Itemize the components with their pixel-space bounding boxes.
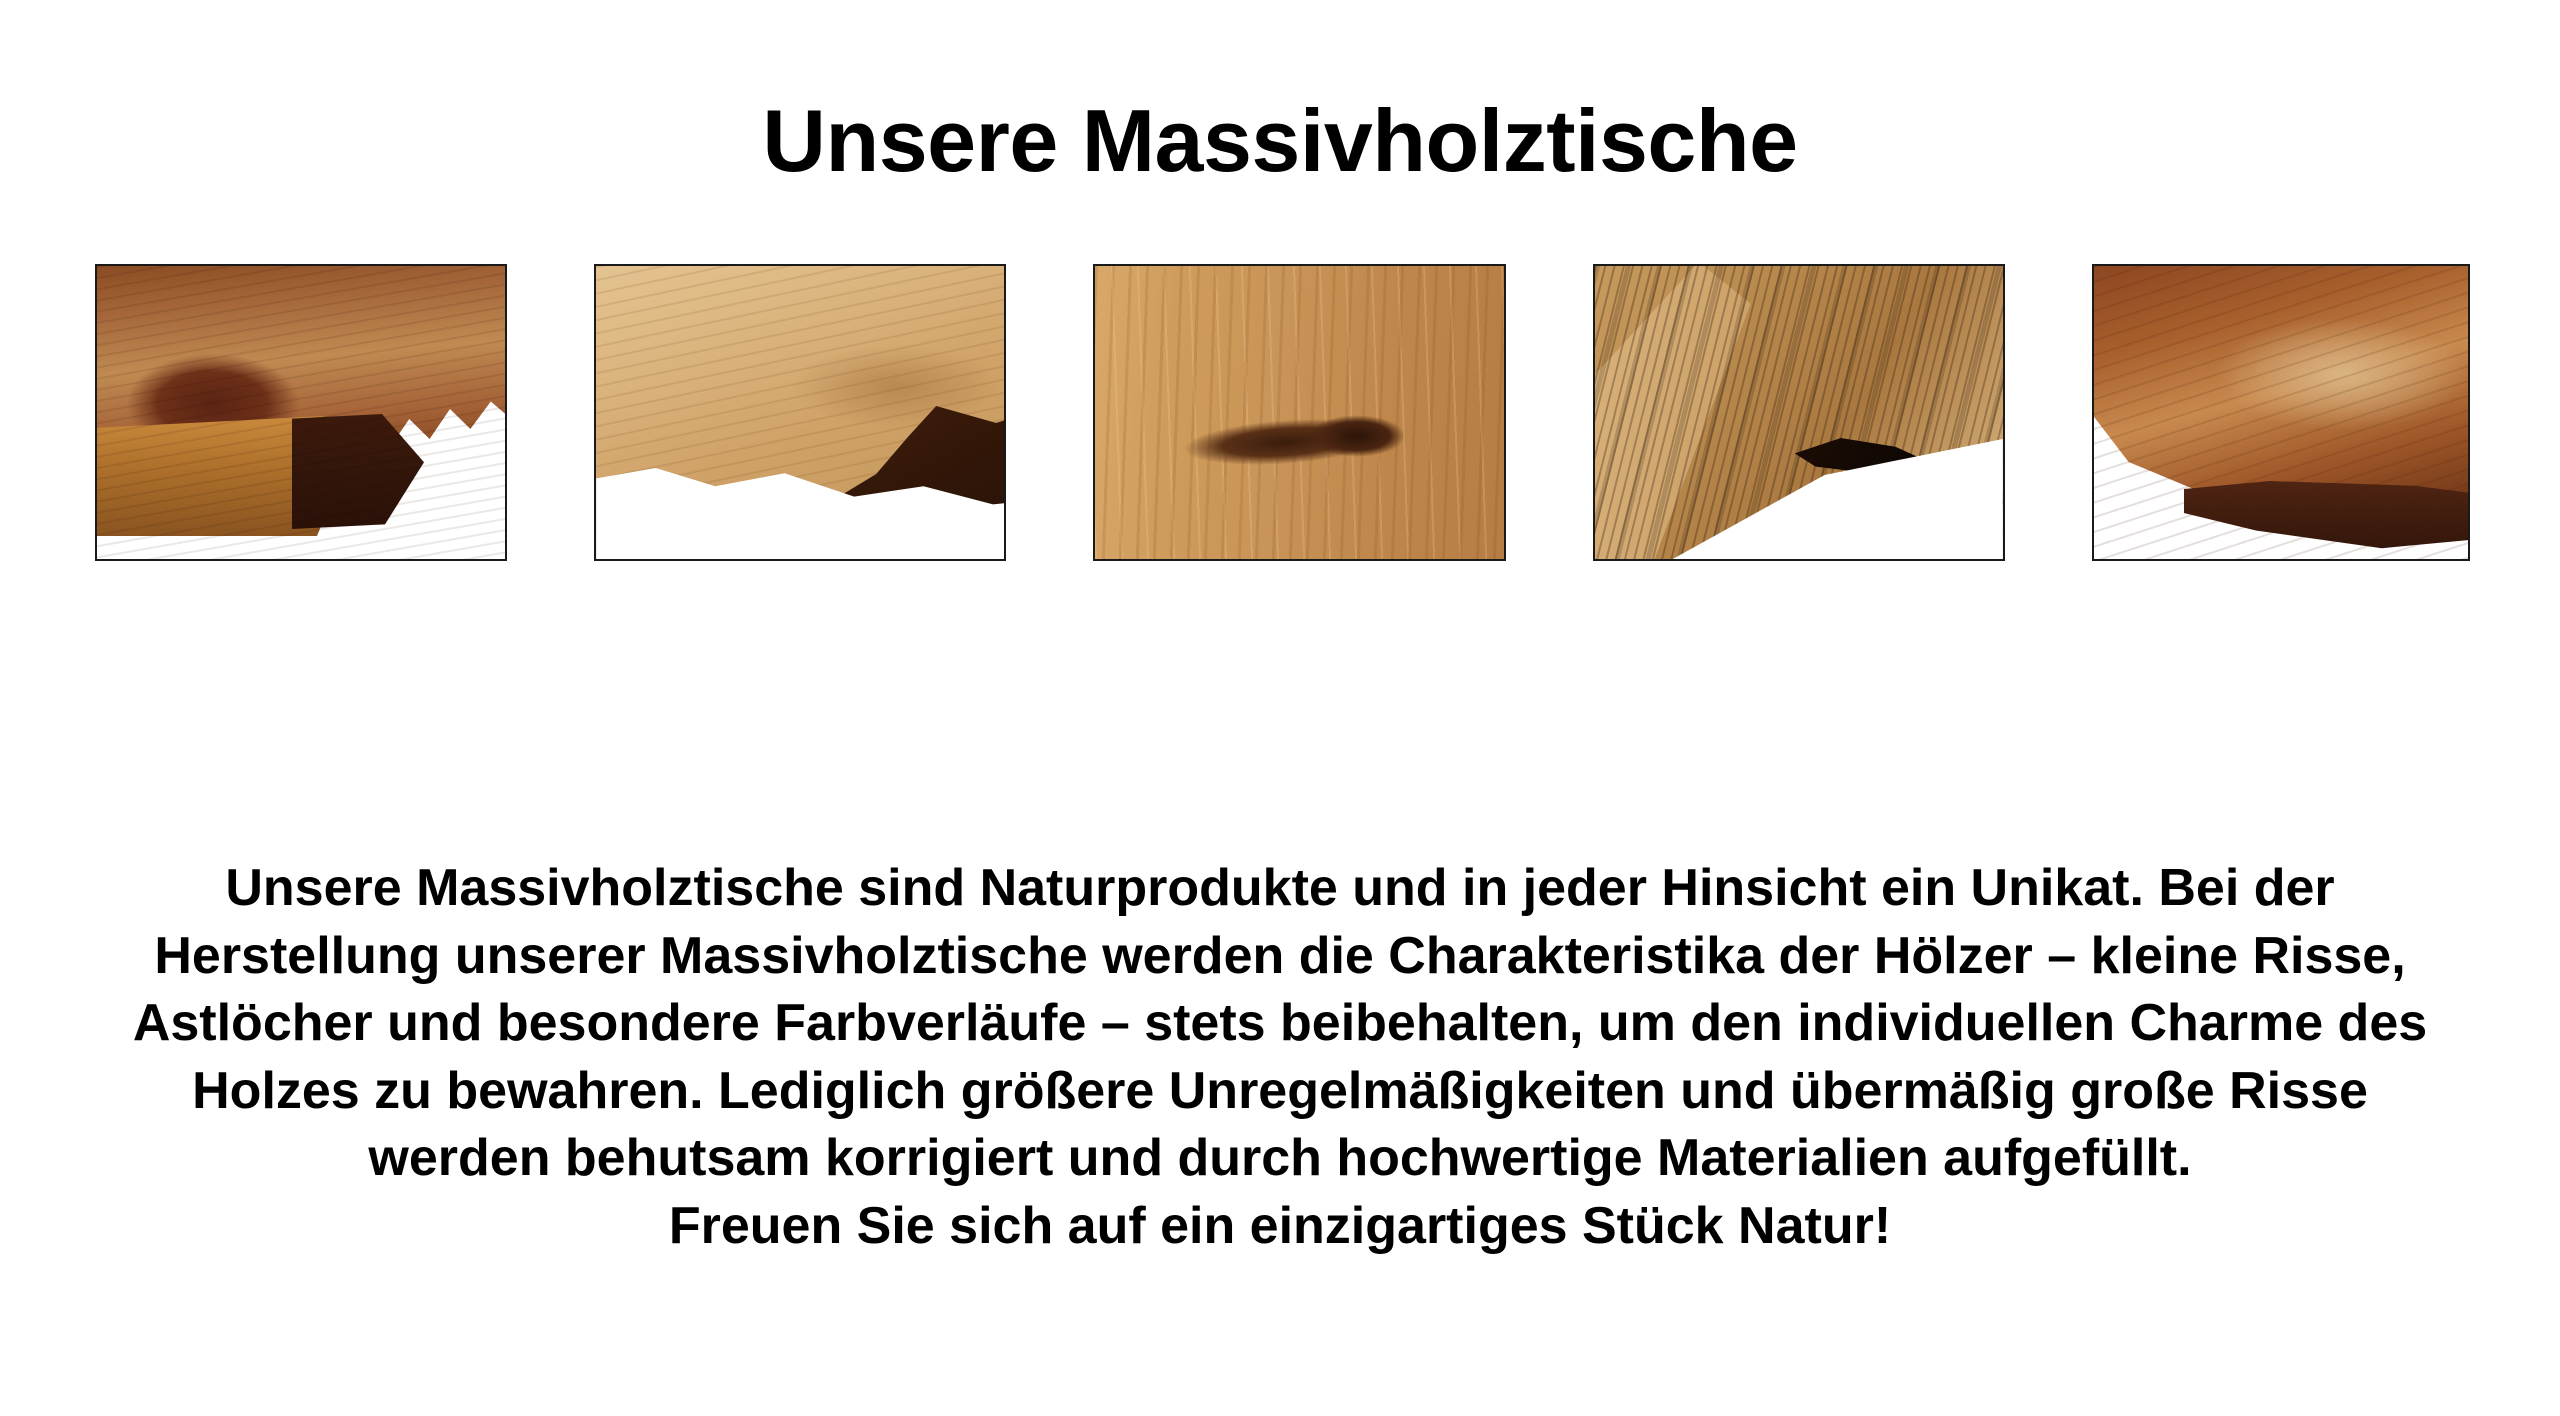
gallery-image-2 [594, 264, 1006, 561]
page-title: Unsere Massivholztische [762, 90, 1798, 190]
wood-grain-overlay [2094, 266, 2468, 559]
gallery-image-3 [1093, 264, 1505, 561]
massivholz-photo-gallery [55, 248, 2510, 545]
wood-crack-photo [1595, 266, 2003, 559]
description-text [60, 855, 2500, 1261]
wood-knot-core [1295, 404, 1425, 466]
description-line: werden behutsam korrigiert und durch hochwertige Materialien aufgefüllt. [368, 1129, 2192, 1188]
wood-slab-photo [596, 266, 1004, 559]
description-line: Freuen Sie sich auf ein einzigartiges Stück Natur! [668, 1196, 1892, 1255]
gallery-image-1 [95, 264, 507, 561]
description-line: Herstellung unserer Massivholztische werden die Charakteristika der Hölzer – kleine Risse, [154, 926, 2406, 985]
description-line: Astlöcher und besondere Farbverläufe – stets beibehalten, um den individuellen Charme des [132, 994, 2428, 1053]
gallery-image-5 [2092, 264, 2470, 561]
wood-edge-photo [2094, 266, 2468, 559]
description-line: Unsere Massivholztische sind Naturprodukte und in jeder Hinsicht ein Unikat. Bei der [225, 859, 2335, 917]
description-line: Holzes zu bewahren. Lediglich größere Unregelmäßigkeiten und übermäßig große Risse [192, 1061, 2368, 1120]
wood-slab-photo [97, 266, 505, 559]
gallery-image-4 [1593, 264, 2005, 561]
wood-grain-photo [1095, 266, 1503, 559]
wood-grain-overlay [97, 266, 505, 559]
